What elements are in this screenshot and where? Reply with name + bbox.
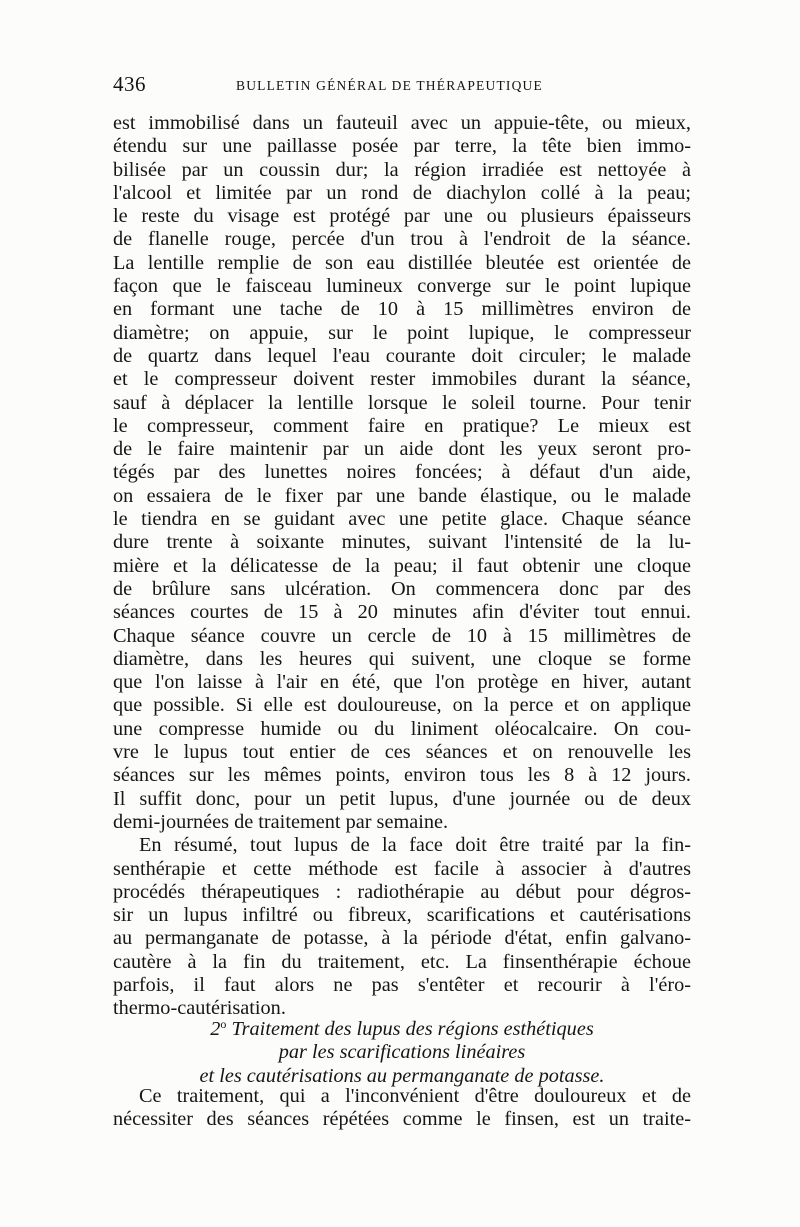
text-line: l'alcool et limitée par un rond de diachylon collé à la peau; [113, 181, 691, 204]
text-line: parfois, il faut alors ne pas s'entêter et recourir à l'éro- [113, 973, 691, 996]
text-line: au permanganate de potasse, à la période d'état, enfin galvano- [113, 927, 691, 950]
text-line: Ce traitement, qui a l'inconvénient d'être douloureux et de [139, 1085, 691, 1107]
text-line: le tiendra en se guidant avec une petite glace. Chaque séance [113, 508, 691, 531]
text-line: étendu sur une paillasse posée par terre, la tête bien immo- [113, 135, 691, 158]
section-heading-line: et les cautérisations au permanganate de potasse. [199, 1064, 605, 1087]
text-line: demi-journées de traitement par semaine. [113, 810, 449, 833]
text-line: façon que le faisceau lumineux converge sur le point lupique [113, 275, 691, 298]
text-line: et le compresseur doivent rester immobiles durant la séance, [113, 368, 691, 391]
section-heading-line [113, 1013, 691, 1041]
text-line: séances courtes de 15 à 20 minutes afin d'éviter tout ennui. [113, 601, 691, 624]
page-number: 436 [113, 72, 146, 96]
text-line: en formant une tache de 10 à 15 millimètres environ de [113, 298, 691, 321]
text-line: En résumé, tout lupus de la face doit être traité par la fin- [139, 834, 691, 857]
text-line: diamètre; on appuie, sur le point lupique, le compresseur [113, 321, 691, 344]
text-line: est immobilisé dans un fauteuil avec un appuie-tête, ou mieux, [113, 112, 691, 134]
text-line: dure trente à soixante minutes, suivant l'intensité de la lu- [113, 531, 691, 554]
text-line: de quartz dans lequel l'eau courante doit circuler; le malade [113, 344, 691, 367]
text-line: le reste du visage est protégé par une ou plusieurs épaisseurs [113, 205, 691, 228]
text-line: de brûlure sans ulcération. On commencera donc par des [113, 577, 691, 600]
text-line: diamètre, dans les heures qui suivent, une cloque se forme [113, 647, 691, 670]
text-line: nécessiter des séances répétées comme le finsen, est un traite- [113, 1108, 691, 1131]
paragraph-1 [113, 112, 691, 834]
text-line: séances sur les mêmes points, environ tous les 8 à 12 jours. [113, 764, 691, 787]
section-number-suffix: o [220, 1017, 227, 1031]
paragraph-3 [113, 1085, 691, 1132]
text-line: Chaque séance couvre un cercle de 10 à 15 millimètres de [113, 624, 691, 647]
text-line: que l'on laisse à l'air en été, que l'on protège en hiver, autant [113, 671, 691, 694]
text-line: thermo-cautérisation. [113, 997, 286, 1020]
text-line: vre le lupus tout entier de ces séances et on renouvelle les [113, 741, 691, 764]
text-line: le compresseur, comment faire en pratique? Le mieux est [113, 414, 691, 437]
text-line: une compresse humide ou du liniment oléocalcaire. On cou- [113, 717, 691, 740]
running-head [113, 72, 691, 98]
text-line: on essaiera de le fixer par une bande élastique, ou le malade [113, 484, 691, 507]
section-number: 2 [210, 1018, 221, 1040]
text-line: sauf à déplacer la lentille lorsque le soleil tourne. Pour tenir [113, 391, 691, 414]
body-text [113, 112, 691, 1021]
text-line: senthérapie et cette méthode est facile à associer à d'autres [113, 857, 691, 880]
text-line: sir un lupus infiltré ou fibreux, scarifications et cautérisations [113, 904, 691, 927]
section-heading-line: par les scarifications linéaires [278, 1041, 526, 1064]
text-line: tégés par des lunettes noires foncées; à défaut d'un aide, [113, 461, 691, 484]
text-line: La lentille remplie de son eau distillée bleutée est orientée de [113, 251, 691, 274]
text-line: de flanelle rouge, percée d'un trou à l'endroit de la séance. [113, 228, 691, 251]
section-title: Traitement des lupus des régions esthétiques [226, 1018, 594, 1040]
text-line: Il suffit donc, pour un petit lupus, d'une journée ou de deux [113, 787, 691, 810]
paragraph-2 [113, 834, 691, 1020]
text-line: de le faire maintenir par un aide dont les yeux seront pro- [113, 438, 691, 461]
text-line: mière et la délicatesse de la peau; il faut obtenir une cloque [113, 554, 691, 577]
text-line: que possible. Si elle est douloureuse, on la perce et on applique [113, 694, 691, 717]
section-heading [113, 1013, 691, 1088]
text-line: procédés thérapeutiques : radiothérapie au début pour dégros- [113, 880, 691, 903]
text-line: cautère à la fin du traitement, etc. La finsenthérapie échoue [113, 950, 691, 973]
text-line: bilisée par un coussin dur; la région irradiée est nettoyée à [113, 158, 691, 181]
running-title: BULLETIN GÉNÉRAL DE THÉRAPEUTIQUE [236, 78, 543, 93]
